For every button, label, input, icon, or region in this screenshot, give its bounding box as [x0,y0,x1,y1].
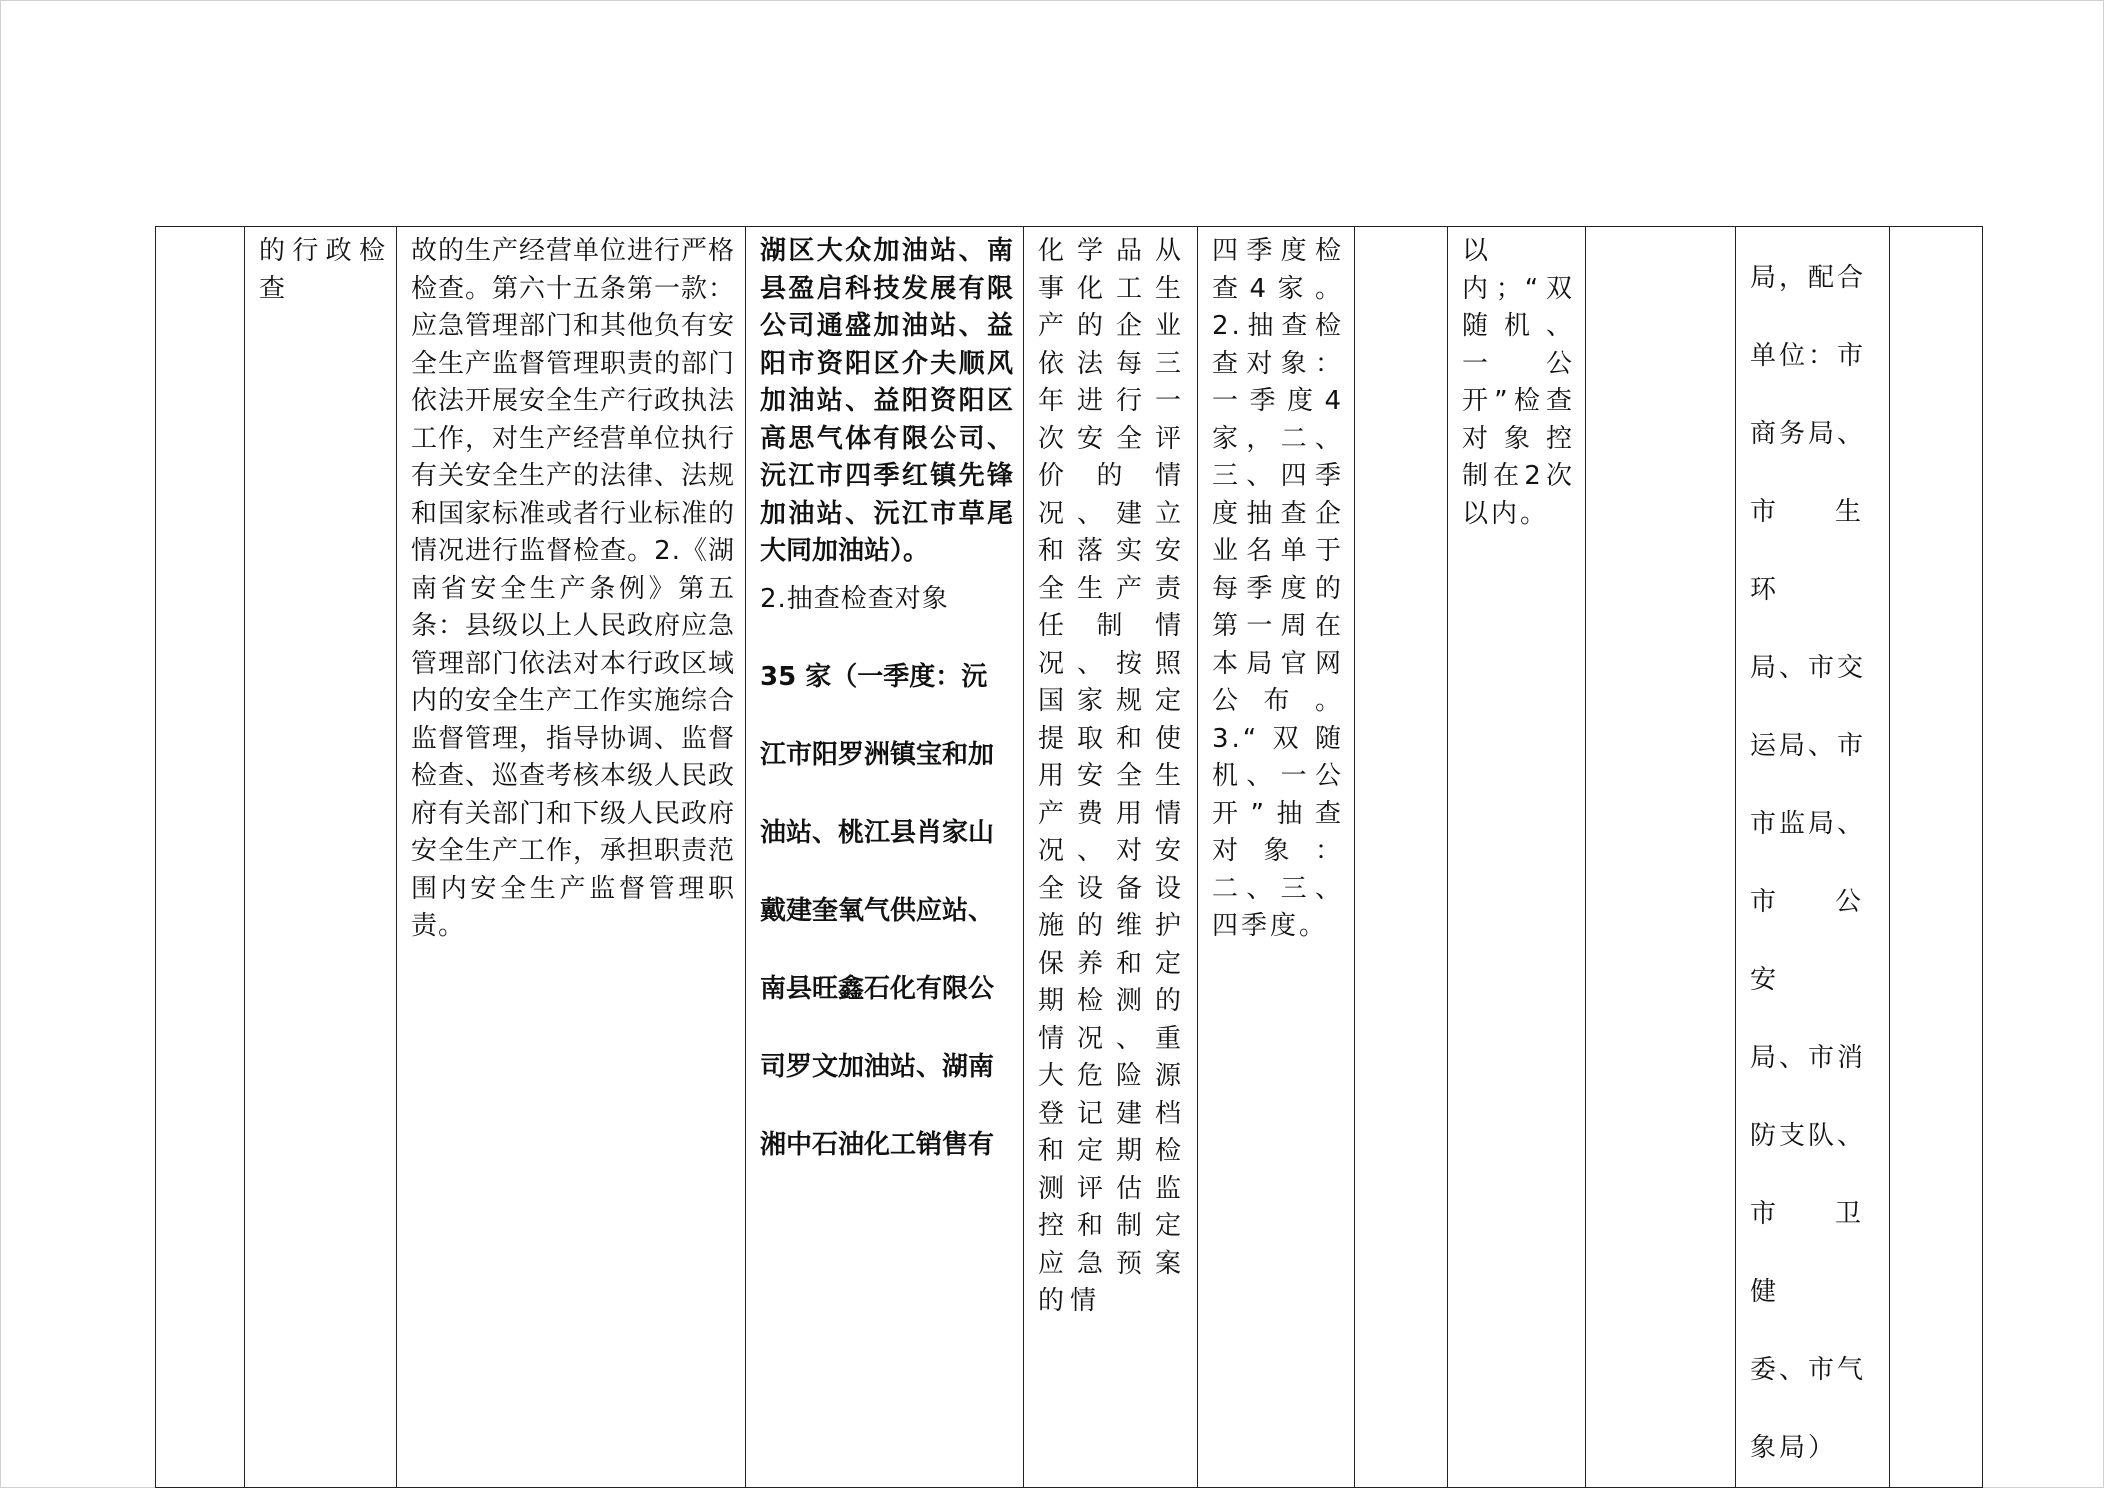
table-cell-col-4 [746,227,1024,1488]
table-cell-col-1 [156,227,245,1488]
responsible-units-line: 象局） [1750,1433,1838,1463]
table-row [156,227,1983,1488]
responsible-units-line: 单位：市 [1750,341,1867,371]
inspection-targets-line: 湘中石油化工销售有 [760,1129,995,1160]
responsible-units-line: 市卫健 [1750,1199,1879,1307]
responsible-units-line: 运局、市 [1750,731,1867,761]
responsible-units-line: 局、市交 [1750,653,1867,683]
inspection-targets-line: 35 家（一季度：沅 [760,661,988,692]
document-table [155,226,1983,1488]
inspection-limit-text: 以内；“双随机、一公开”检查对象控制在2次以内。 [1462,236,1575,529]
table-cell-col-2 [245,227,397,1488]
table-cell-col-3 [397,227,746,1488]
responsible-units-list [1750,233,1879,1487]
responsible-units-line: 市生环 [1750,497,1879,605]
inspection-targets-line: 油站、桃江县肖家山 [760,817,995,848]
inspection-targets-list [760,571,1013,1164]
responsible-units-line: 局，配合 [1750,263,1867,293]
responsible-units-line: 商务局、 [1750,419,1867,449]
legal-basis-text: 故的生产经营单位进行严格检查。第六十五条第一款：应急管理部门和其他负有安全生产监督管理职责的部门依法开展安全生产行政执法工作，对生产经营单位执行有关安全生产的法律、法规和国家标准或者行业标准的情况进行监督检查。2.《湖南省安全生产条例》第五条：县级以上人民政府应急管理部门依法对本行政区域内的安全生产工作实施综合监督管理，指导协调、监督检查、巡查考核本级人民政府有关部门和下级人民政府安全生产工作，承担职责范围内安全生产监督管理职责。 [411,236,736,941]
responsible-units-line: 防支队、 [1750,1121,1867,1151]
table-cell-col-10 [1736,227,1890,1488]
inspection-frequency-text: 四季度检查4家。2.抽查检查对象：一季度4家，二、三、四季度抽查企业名单于每季度的第一周在本局官网公布。3.“双随机、一公开”抽查对象：二、三、四季度。 [1212,236,1344,941]
table-cell-col-8 [1448,227,1586,1488]
responsible-units-line: 局、市消 [1750,1043,1867,1073]
inspection-targets-line: 江市阳罗洲镇宝和加 [760,739,995,770]
table-cell-col-9 [1586,227,1736,1488]
table-cell-col-6 [1198,227,1355,1488]
responsible-units-line: 市监局、 [1750,809,1867,839]
table-cell-col-11 [1890,227,1983,1488]
inspection-targets-line: 戴建奎氧气供应站、 [760,895,995,926]
responsible-units-line: 市公安 [1750,887,1879,995]
inspection-targets-line: 2.抽查检查对象 [760,583,949,614]
inspection-targets-bold-text: 湖区大众加油站、南县盈启科技发展有限公司通盛加油站、益阳市资阳区介夫顺风加油站、益阳资阳区高思气体有限公司、沅江市四季红镇先锋加油站、沅江市草尾大同加油站）。 [760,236,1013,566]
responsible-units-line: 委、市气 [1750,1355,1867,1385]
inspection-type-text: 的行政检查 [259,236,386,304]
table-cell-col-5 [1024,227,1198,1488]
inspection-content-text: 化学品从事化工生产的企业依法每三年进行一次安全评价的情况、建立和落实安全生产责任制情况、按照国家规定提取和使用安全生产费用情况、对安全设备设施的维护保养和定期检测的情况、重大危险源登记建档和定期检测评估监控和制定应急预案的情 [1038,236,1187,1316]
inspection-targets-line: 司罗文加油站、湖南 [760,1051,995,1082]
table-cell-col-7 [1355,227,1448,1488]
inspection-targets-line: 南县旺鑫石化有限公 [760,973,995,1004]
